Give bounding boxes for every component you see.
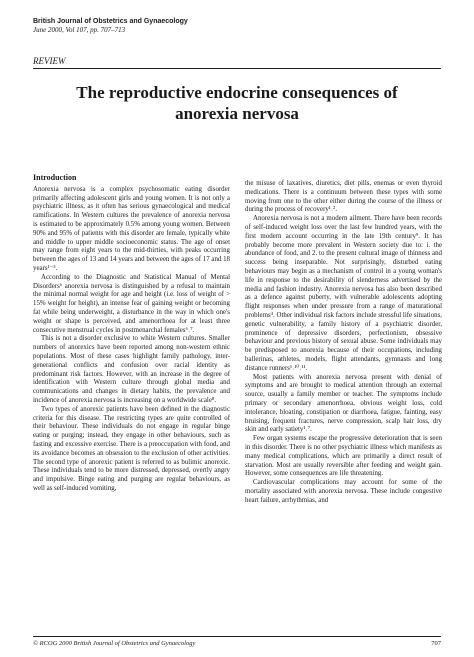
title-line-1: The reproductive endocrine consequences of — [76, 83, 398, 102]
top-rule — [33, 68, 441, 69]
paragraph: the misuse of laxatives, diuretics, diet pills, enemas or even thyroid medications. There is a continuum between these types with some moving from one to the other either during the course of the illness or during the process of recovery¹˒². — [245, 180, 442, 214]
paragraph: Anorexia nervosa is a complex psychosomatic eating disorder primarily affecting adolescent girls and young women. It is not only a psychiatric illness, as it often has serious gynaecological and medical ramifications. In Western cultures the prevalence of anorexia nervosa is estimated to be approximately 0.5% among young women. Between 90% and 95% of patients with this disorder are female, typically white and middle to upper middle socioeconomic status. The age of onset may range from eight years to the mid-thirties, with peaks occurring between the ages of 13 and 14 years and between the ages of 17 and 18 years¹⁻⁵. — [33, 185, 230, 272]
paragraph: Two types of anorexic patients have been defined in the diagnostic criteria for this disease. The restricting types are quite controlled of their behaviour. These individuals do not engage in regular binge eating or purging; instead, they engage in other behaviours, such as fasting and excessive exercise. There is a preoccupation with food, and its avoidance becomes an obsession to the exclusion of other activities. The second type of anorexic patient is referred to as bulimic anorexic. These individuals tend to be more distressed, depressed, overtly angry and impulsive. Binge eating and purging are regular behaviours, as well as self-induced vomiting, — [33, 405, 230, 492]
journal-name: British Journal of Obstetrics and Gynaecology — [33, 18, 188, 25]
page-footer — [33, 640, 441, 647]
page-number: 707 — [431, 640, 441, 647]
left-column — [33, 174, 230, 494]
paragraph: Few organ systems escape the progressive deterioration that is seen in this disorder. There is no other psychiatric illness which manifests as many medical complications, which are primarily a direct result of starvation. Most are usually reversible after feeding and weight gain. However, some consequences are life threatening. — [245, 435, 442, 478]
section-heading: Introduction — [33, 173, 77, 182]
paragraph: Most patients with anorexia nervosa present with denial of symptoms and are brought to medical attention through an external source, usually a family member or teacher. The symptoms include primary or secondary amenorrhoea, obvious weight loss, cold intolerance, bloating, constipation or diarrhoea, fatigue, fainting, easy bruising, frequent fractures, nerve compression, scalp hair loss, dry skin and early satiety¹˒⁷. — [245, 373, 442, 434]
title-line-2: anorexia nervosa — [175, 104, 299, 123]
copyright-line: © RCOG 2000 British Journal of Obstetrics and Gynaecology — [33, 640, 196, 647]
right-column — [245, 180, 442, 505]
paragraph: Cardiovascular complications may account for some of the mortality associated with anorexia nervosa. These include congestive heart failure, arrhythmias, and — [245, 479, 442, 504]
bottom-rule — [33, 636, 441, 637]
issue-info: June 2000, Vol 107, pp. 707–713 — [33, 26, 126, 34]
journal-header — [33, 17, 188, 35]
article-title — [33, 82, 441, 124]
paragraph: According to the Diagnostic and Statistical Manual of Mental Disorders⁶ anorexia nervosa is distinguished by a refusal to maintain the minimal normal weight for age and height (i.e. loss of weight of > 15% weight for height), an intense fear of gaining weight or becoming fat while being underweight, a disturbance in the way in which one's weight or shape is perceived, and amenorrhoea for at least three consecutive menstrual cycles in postmenarchal females⁶˒⁷. — [33, 273, 230, 334]
paragraph: Anorexia nervosa is not a modern ailment. There have been records of self-induced weight loss over the last few hundred years, with the first modern account occurring in the late 19th century⁹. It has probably become more prevalent in Western society due to: i. the abundance of food, and 2. to the present cultural image of thinness and success being inseparable. Not surprisingly, disturbed eating behaviours may begin as a mechanism of control in a young woman's life in response to the desirability of slenderness advertised by the media and fashion industry. Anorexia nervosa has also been described as a defence against puberty, with vulnerable adolescents adopting flight responses when under pressure from a range of maturational problems⁴. Other individual risk factors include stressful life situations, genetic vulnerability, a family history of a psychiatric disorder, prominence of depressive disorders, perfectionism, obsessive behaviour and previous history of sexual abuse. Some individuals may be predisposed to anorexia because of their occupations, including ballerinas, athletes, models, flight attendants, gymnasts and long distance runners¹˒¹⁰˒¹¹. — [245, 215, 442, 372]
paragraph: This is not a disorder exclusive to white Western cultures. Smaller numbers of anorexics have been reported among non-western ethnic populations. Most of these cases highlight family pathology, inter-generational conflicts and confusion over racial identity as predominant risk factors. However, with an increase in the degree of identification with Western culture through global media and communications and changes in dietary habits, the prevalence and incidence of anorexia nervosa is increasing on a worldwide scale⁸. — [33, 335, 230, 404]
section-label: REVIEW — [33, 56, 66, 66]
